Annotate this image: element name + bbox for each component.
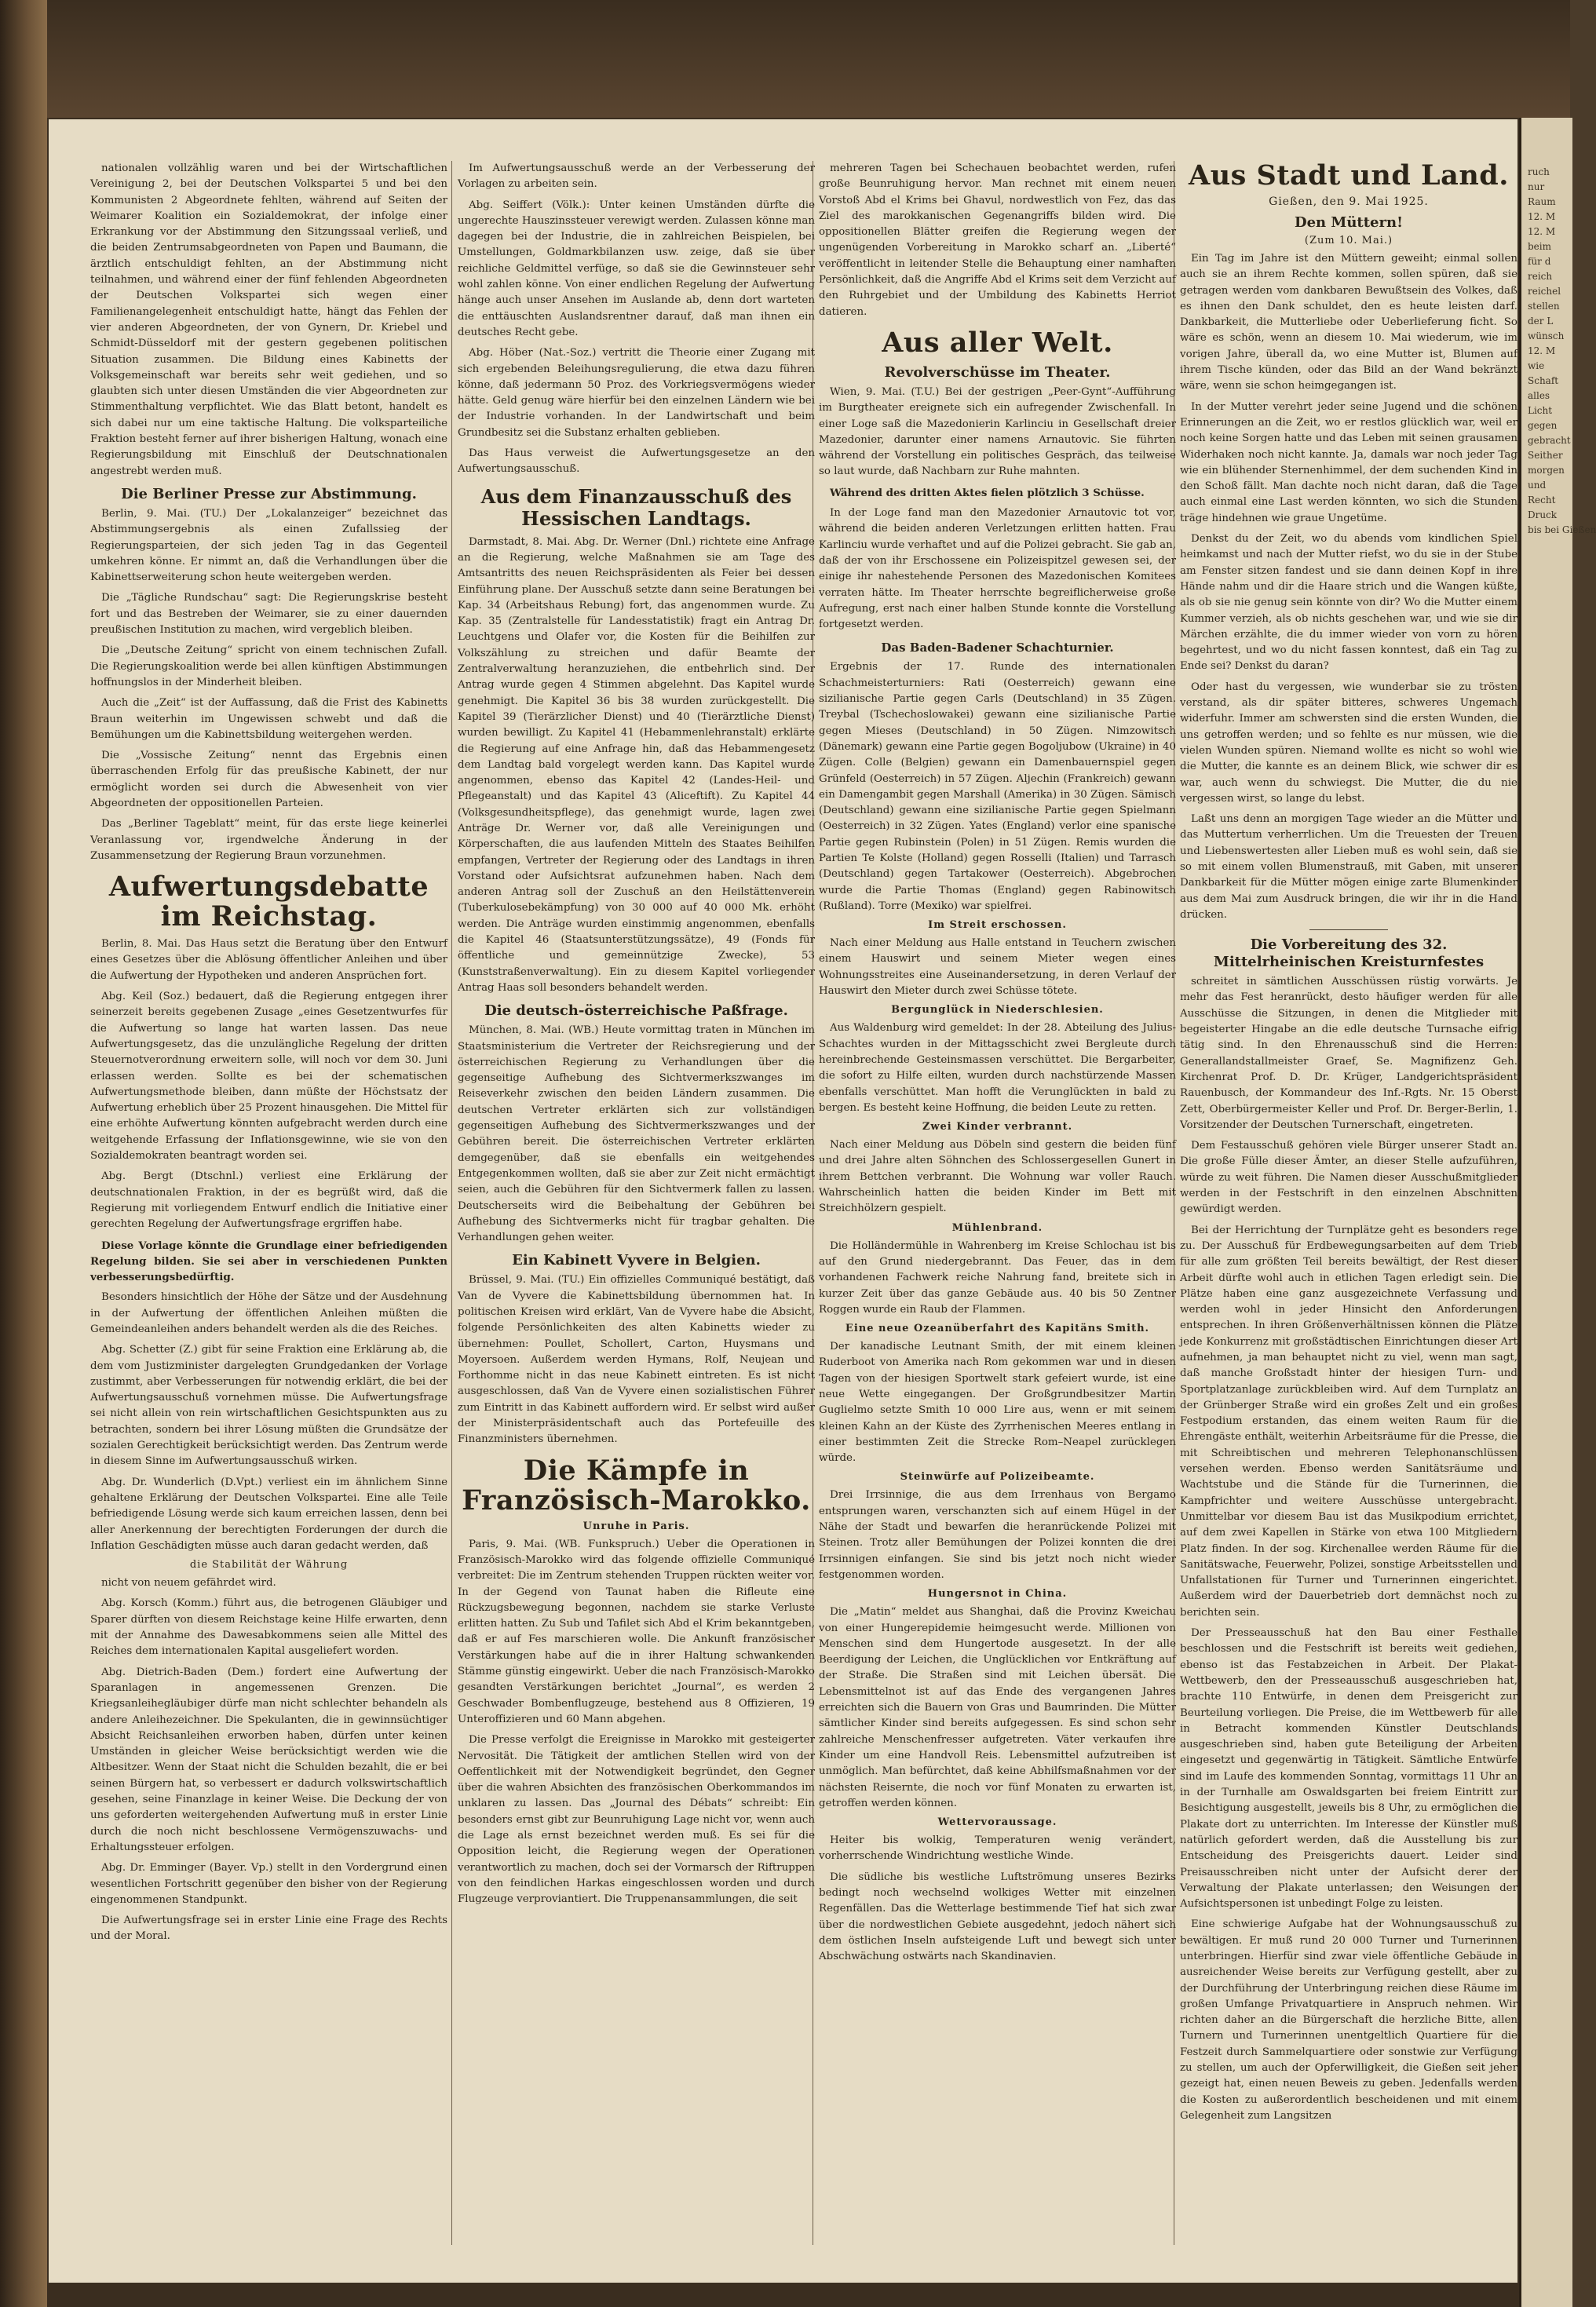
subheading-wetter: Wettervoraussage. (937, 1816, 1057, 1829)
article-text: Oder hast du vergessen, wie wunderbar sie zu trösten verstand, als dir später bitteres, schweres Ungemach widerfuhr. Immer am schwersten sind die ersten Wunden, die uns getroffen werden; und so fehlte es nur müssen, wie die vielen Wunden spüren. Niemand wollte es nicht so wohl wie die Mutter, die kannte es an deinem Blick, wie schwer dir es war, auch wenn du schwiegst. Die Mutter, die du nie vergessen wirst, so lange du lebst. (1180, 681, 1517, 805)
subheading-ozeanfahrt: Eine neue Ozeanüberfahrt des Kapitäns Smith. (845, 1323, 1150, 1335)
article-text: nicht von neuem gefährdet wird. (101, 1577, 276, 1590)
article-text: Auch die „Zeit“ ist der Auffassung, daß die Frist des Kabinetts Braun weiterhin im Ungewissen schwebt und daß die Bemühungen um die Kabinettsbildung weitergehen werden. (90, 697, 447, 741)
article-text: Paris, 9. Mai. (WB. Funkspruch.) Ueber die Operationen in Französisch-Marokko wird das folgende offizielle Communiqué verbreitet: Die im Zentrum stehenden Truppen rückten weiter vor. In der Gegend von Taunat haben die Rifleute eine Rückzugsbewegung begonnen, nachdem sie starke Verluste erlitten hatten. Zu Sub und Tafilet sich Abd el Krim bekanntgeben, daß er auf Fes marschieren wolle. Die Ankunft französischer Verstärkungen habe auf die in ihrer Haltung schwankenden Stämme günstig eingewirkt. Ueber die nach Französisch-Marokko gesandten Verstärkungen berichtet „Journal“, es werden 2 Geschwader Bombenflugzeuge, bestehend aus 8 Offizieren, 19 Unteroffizieren und 60 Mann abgehen. (458, 1538, 815, 1725)
subheading-steinwuerfe: Steinwürfe auf Polizeibeamte. (900, 1471, 1095, 1484)
article-text: Eine schwierige Aufgabe hat der Wohnungsausschuß zu bewältigen. Er muß rund 20 000 Turner und Turnerinnen unterbringen. Hierfür sind zwar viele öffentliche Gebäude in ausreichender Weise bereits zur Verfügung gestellt, aber zu der Durchführung der Unterbringung reichen diese Räume im großen Umfange Privatquartiere in Anspruch nehmen. Wir richten daher an die Bürgerschaft die herzliche Bitte, allen Turnern und Turnerinnen unentgeltlich Quartiere für die Festzeit durch Sammelquartiere oder sonstwie zur Verfügung zu stellen, um auch der Opferwilligkeit, die Gießen seit jeher gezeigt hat, einen neuen Beweis zu geben. Jedenfalls werden die Kosten zu außerordentlich bescheidenen und mit einem Gelegenheit zum Langsitzen (1180, 1918, 1517, 2122)
headline-finanzausschuss: Aus dem Finanzausschuß des Hessischen Landtags. (480, 484, 792, 530)
article-text: Bei der Herrichtung der Turnplätze geht es besonders rege zu. Der Ausschuß für Erdbewegungsarbeiten auf dem Trieb für alle zum größten Teil bereits bewältigt, der Rest dieser Arbeit dürfte wohl auch in etlichen Tagen erledigt sein. Die Plätze haben eine ganz ausgezeichnete Verfassung und werden wohl in jeder Hinsicht den Anforderungen entsprechen. In ihren Größenverhältnissen können die Plätze jede Konkurrenz mit großstädtischen Einrichtungen dieser Art aufnehmen, ja man behauptet nicht zu viel, wenn man sagt, daß manche Großstadt hinter der hiesigen Turn- und Sportplatzanlage zurückbleiben wird. Auf dem Turnplatz an der Grünberger Straße wird ein großes Zelt und ein großes Festpodium erstanden, das einem weiten Raum für die Ehrengäste enthält, weiterhin Arbeitsräume für die Presse, die mit Schreibtischen und mehreren Telephonanschlüssen versehen werden. Ebenso werden Sanitätsräume und Wachtstube und die Stände für die Turnerinnen, die Kampfrichter und weitere Ausschüsse untergebracht. Unmittelbar vor diesem Bau ist das Musikpodium errichtet, auf dem zwei Kapellen in Stärke von etwa 100 Mitgliedern Platz finden. In der sog. Kirchenallee werden Räume für die Sanitätswache, Feuerwehr, Polizei, sonstige Arbeitsstellen und Unfallstationen für Turner und Turnerinnen eingerichtet. Außerdem wird der Dauerbetrieb dort demnächst noch zu berichten sein. (1180, 1224, 1517, 1619)
subheading-muehlenbrand: Mühlenbrand. (951, 1221, 1043, 1234)
headline-marokko: Die Kämpfe in Französisch-Marokko. (462, 1454, 811, 1517)
headline-den-muettern: Den Müttern! (1295, 214, 1403, 231)
article-text: Ergebnis der 17. Runde des internationalen Schachmeisterturniers: Rati (Oesterreich) gewann eine sizilianische Partie gegen Carls (Deutschland) in 35 Zügen. Treybal (Tschechoslowakei) gewann eine sizilianische Partie gegen Mieses (Deutschland) in 50 Zügen. Nimzowitsch (Dänemark) gewann eine Partie gegen Bogoljubow (Ukraine) in 40 Zügen. Colle (Belgien) gewann ein Damenbauernspiel gegen Grünfeld (Oesterreich) in 57 Zügen. Aljechin (Frankreich) gewann ein Damengambit gegen Marshall (Amerika) in 30 Zügen. Sämisch (Deutschland) gewann eine sizilianische Partie gegen Spielmann (Oesterreich) in 32 Zügen. Yates (England) verlor eine spanische Partie gegen Rubinstein (Polen) in 51 Zügen. Remis wurden die Partien Te Kolste (Holland) gegen Rosselli (Italien) und Tarrasch (Deutschland) gegen Tartakower (Oesterreich). Abgebrochen wurde die Partie Thomas (England) gegen Rabinowitsch (Rußland). Torre (Mexiko) war spielfrei. (819, 661, 1176, 912)
article-text: Die südliche bis westliche Luftströmung unseres Bezirks bedingt noch wechselnd wolkiges Wetter mit einzelnen Regenfällen. Das die Wetterlage bestimmende Tief hat sich zwar über die nordwestlichen Gebiete ausgedehnt, jedoch nähert sich dem östlichen Inseln aufsteigende Luft und bewegt sich unter Abschwächung ostwärts nach Skandinavien. (819, 1871, 1176, 1963)
adjacent-page-fragment: ruch nur Raum 12. M 12. M beim für d reich reichel stellen der L wünsch 12. M wie Schaft alles Licht gegen gebracht Seither morgen und Recht Druck bis bei Gießen (1528, 166, 1596, 535)
article-text: Die Presse verfolgt die Ereignisse in Marokko mit gesteigerter Nervosität. Die Tätigkeit der amtlichen Stellen wird von der Oeffentlichkeit mit der Notwendigkeit begründet, den Gegner über die wahren Absichten des französischen Oberkommandos im unklaren zu lassen. Das „Journal des Débats“ schreibt: Ein besonders ernst gibt zur Beunruhigung Lage nicht vor, wenn auch die Lage als ernst bezeichnet werden muß. Es sei für die Opposition leicht, die Regierung wegen der Operationen verantwortlich zu machen, doch sei der Vormarsch der Riftruppen von den feindlichen Harkas eingeschlossen worden und durch Flugzeuge verproviantiert. Die Truppenansammlungen, die seit (458, 1734, 815, 1906)
subheading-kinder: Zwei Kinder verbrannt. (922, 1121, 1073, 1133)
separator (1309, 929, 1388, 930)
article-text: Der Presseausschuß hat den Bau einer Festhalle beschlossen und die Festschrift ist bereits weit gediehen, ebenso ist das Festabzeichen in Arbeit. Der Plakat-Wettbewerb, den der Presseausschuß ausgeschrieben hat, brachte 110 Entwürfe, in denen dem Preisgericht zur Beurteilung vorliegen. Die Preise, die im Wettbewerb für alle in Betracht kommenden Künstler Deutschlands ausgeschrieben sind, haben gute Beteiligung der Arbeiten eingesetzt und gegenwärtig in Tätigkeit. Sämtliche Entwürfe sind im Laufe des kommenden Sonntag, vormittags 11 Uhr an in der Turnhalle am Oswaldsgarten bei freiem Eintritt zur Besichtigung ausgestellt, jeweils bis 8 Uhr, zu ermöglichen die Plakate dort zu unterrichten. Im Interesse der Künstler muß natürlich gefordert werden, daß die Ausstellung bis zur Entscheidung des Preisgerichts dauert. Leider sind Preisausschreiben nicht unter der Aufsicht derer der Verwaltung der Plakate unterlassen; den Weisungen der Aufsichtspersonen ist unbedingt Folge zu leisten. (1180, 1627, 1517, 1911)
article-text: Laßt uns denn an morgigen Tage wieder an die Mütter und das Muttertum verherrlichen. Um die Treuesten der Treuen und Liebenswertesten aller Lieben muß es wohl sein, daß sie so mit einem vollen Blumenstrauß, mit Gaben, mit unserer Dankbarkeit für die Mütter mögen einige zarte Blumenkinder aus dem Mai zum Ausdruck bringen, die wir ihr in die Hand drücken. (1180, 813, 1517, 921)
headline-aus-aller-welt: Aus aller Welt. (882, 326, 1113, 359)
subheading-unruhe-paris: Unruhe in Paris. (583, 1520, 690, 1532)
article-text: Dem Festausschuß gehören viele Bürger unserer Stadt an. Die große Fülle dieser Ämter, an dieser Stelle aufzuführen, würde zu weit führen. Die Namen dieser Ausschußmitglieder werden in der Festschrift in den einzelnen Abschnitten gewürdigt werden. (1180, 1140, 1517, 1216)
adjacent-page-edge (1519, 118, 1596, 2307)
article-text: München, 8. Mai. (WB.) Heute vormittag traten in München im Staatsministerium die Vertreter der Reichsregierung und der österreichischen Regierung zu Verhandlungen über die gegenseitige Aufhebung des Sichtvermerkszwanges im Reiseverkehr zwischen den beiden Ländern zusammen. Die deutschen Vertreter erklärten sich zur vollständigen gegenseitigen Aufhebung des Sichtvermerkszwanges und der Gebühren bereit. Die österreichischen Vertreter erklärten demgegenüber, daß sie ebenfalls ein weitgehendes Entgegenkommen wollten, daß sie aber zur Zeit nicht ermächtigt seien, auch die Gebühren für den Sichtvermerk fallen zu lassen. Deutscherseits wird die Beibehaltung der Gebühren bei Aufhebung des Sichtvermerks nicht für tragbar gehalten. Die Verhandlungen gehen weiter. (458, 1024, 815, 1244)
article-text: Wien, 9. Mai. (T.U.) Bei der gestrigen „Peer-Gynt“-Aufführung im Burgtheater ereignete sich ein aufregender Zwischenfall. In einer Loge saß die Mazedonierin Karlinciu in Gesellschaft dreier Mazedonier, darunter einer namens Arnautovic. Sie führten während der Vorstellung ein politisches Gespräch, das teilweise so laut wurde, daß Nachbarn zur Ruhe mahnten. (819, 385, 1176, 478)
article-text: Im Aufwertungsausschuß werde an der Verbesserung der Vorlagen zu arbeiten sein. (458, 162, 815, 191)
article-text: Brüssel, 9. Mai. (TU.) Ein offizielles Communiqué bestätigt, daß Van de Vyvere die Kabinettsbildung übernommen hat. In politischen Kreisen wird erklärt, Van de Vyvere habe die Absicht, folgende Persönlichkeiten des alten Kabinetts wieder zu übernehmen: Poullet, Schollert, Carton, Huysmans und Moyersoen. Außerdem werden Hymans, Rolf, Neujean und Forthomme nicht in das neue Kabinett eintreten. Es ist nicht ausgeschlossen, daß Van de Vyvere einen sozialistischen Führer zum Eintritt in das Kabinett auffordern wird. Er selbst wird außer der Ministerpräsidentschaft auch das Portefeuille des Finanzministers übernehmen. (458, 1274, 815, 1446)
article-text: Abg. Keil (Soz.) bedauert, daß die Regierung entgegen ihrer seinerzeit bereits gegebenen Zusage „eines Gesetzentwurfes für die Aufwertung so lange hat warten lassen. Das neue Aufwertungsgesetz, das die unzulängliche Regelung der dritten Steuernotverordnung erweitern solle, will noch vor dem 30. Juni erlassen werden. Sollte es bei der schematischen Aufwertungsmethode bleiben, dann müßte der Höchstsatz der Aufwertung erheblich über 25 Prozent hinausgehen. Die Mittel für eine erhöhte Aufwertung könnten aufgebracht werden durch eine weitgehende Erfassung der Inflationsgewinne, wie sie von den Sozialdemokraten beantragt worden sei. (90, 991, 447, 1163)
subheading-hungersnot: Hungersnot in China. (927, 1588, 1068, 1601)
article-text: schreitet in sämtlichen Ausschüssen rüstig vorwärts. Je mehr das Fest heranrückt, desto häufiger werden für alle Ausschüsse die Sitzungen, in denen die Mitglieder mit begeisterter Hingabe an die edle deutsche Turnsache eifrig tätig sind. In den Ehrenausschuß sind die Herren: Generallandstallmeister Graef, Se. Magnifizenz Geh. Kirchenrat Prof. D. Dr. Krüger, Landgerichtspräsident Rauenbusch, der Kommandeur des Inf.-Rgts. Nr. 15 Oberst Zett, Oberbürgermeister Keller und Prof. Dr. Berger-Berlin, 1. Vorsitzender der Deutschen Turnerschaft, eingetreten. (1180, 976, 1517, 1131)
headline-passfrage: Die deutsch-österreichische Paßfrage. (484, 1002, 788, 1020)
article-text: In der Loge fand man den Mazedonier Arnautovic tot vor, während die beiden anderen Verletzungen erlitten hatten. Frau Karlinciu wurde verhaftet und auf die Polizei gebracht. Sie gab an, daß der von ihr Erschossene ein Polizeispitzel gewesen sei, der einige ihr nahestehende Personen des Mazedonischen Komitees verraten hätte. Im Theater herrschte begreiflicherweise große Aufregung, erst nach einer halben Stunde konnte die Vorstellung fortgesetzt werden. (819, 507, 1176, 631)
article-text: Heiter bis wolkig, Temperaturen wenig verändert, vorherrschende Windrichtung westliche Winde. (819, 1834, 1176, 1863)
headline-aufwertungsdebatte: Aufwertungsdebatte im Reichstag. (108, 871, 429, 933)
headline-kabinett-belgien: Ein Kabinett Vyvere in Belgien. (512, 1252, 761, 1269)
article-text: Abg. Dr. Wunderlich (D.Vpt.) verliest ein im ähnlichem Sinne gehaltene Erklärung der Deutschen Volkspartei. Eine alle Teile befriedigende Lösung werde sich kaum erreichen lassen, denn bei aller Anerkennung der berechtigten Forderungen der durch die Inflation Geschädigten müsse auch daran gedacht werden, daß (90, 1476, 447, 1552)
article-text: Die „Vossische Zeitung“ nennt das Ergebnis einen überraschenden Erfolg für das preußische Kabinett, der nur ermöglicht worden sei durch die Abwesenheit von vier Abgeordneten der oppositionellen Parteien. (90, 750, 447, 809)
headline-revolverschuesse: Revolverschüsse im Theater. (884, 363, 1111, 381)
article-text: Darmstadt, 8. Mai. Abg. Dr. Werner (Dnl.) richtete eine Anfrage an die Regierung, welche Maßnahmen sie am Tage des Amtsantritts des neuen Reichspräsidenten als Feier bei dessen Einführung plane. Der Ausschuß setzte dann seine Beratungen bei Kap. 34 (Arbeitshaus Rebung) fort, das angenommen wurde. Zu Kap. 35 (Zentralstelle für Landesstatistik) fragt ein Antrag Dr. Leuchtgens und Olafer vor, die Kosten für die Beihilfen zur Volkszählung zu streichen und dafür Beamte der Zentralverwaltung heranzuziehen, die entbehrlich sind. Der Antrag wurde gegen 4 Stimmen abgelehnt. Das Kapitel wurde genehmigt. Die Kapitel 36 bis 38 wurden zurückgestellt. Die Kapitel 39 (Tierärzlicher Dienst) und 40 (Tierärztliche Dienst) wurden bewilligt. Zu Kapitel 41 (Hebammenlehranstalt) erklärte die Regierung auf eine Anfrage hin, daß das Hebammengesetz dem Landtag bald vorgelegt werden kann. Das Kapitel wurde angenommen, ebenso das Kapitel 42 (Landes-Heil- und Pflegeanstalt) und das Kapitel 43 (Aliceftift). Zu Kapitel 44 (Volksgesundheitspflege), das genehmigt wurde, lagen zwei Anträge Dr. Werner vor, daß alle Vereinigungen und Körperschaften, die aus laufenden Mitteln des Staates Beihilfen empfangen, Vertreter der Regierung oder des Landtags in ihren Vorstand oder Aufsichtsrat aufzunehmen haben. Nach dem anderen Antrag soll der Zuschuß an den Heilstättenverein (Tuberkulosebekämpfung) von 30 000 auf 40 000 Mk. erhöht werden. Die Anträge wurden einstimmig angenommen, ebenfalls die Kapitel 46 (Staatsunterstützungssätze), 49 (Fonds für öffentliche und gemeinnützige Zwecke), 53 (Kunststraßenverwaltung). Ein zu diesem Kapitel vorliegender Antrag Haas soll besonders behandelt werden. (458, 535, 815, 994)
article-text: Denkst du der Zeit, wo du abends vom kindlichen Spiel heimkamst und nach der Mutter riefst, wo du sie in der Stube am Fenster sitzen fandest und sie dann deinen Kopf in ihre Hände nahm und dir die Haare strich und die Wangen küßte, als ob sie nie genug sein könnte von dir? Wo die Mutter einem Kummer verzieh, als ob nichts geschehen war, und wie sie dir Märchen erzählte, die du immer wieder von vorn zu hören begehrtest, und wo du nicht fassen konntest, daß ein Tag zu Ende sei? Denkst du daran? (1180, 533, 1517, 673)
article-text: Diese Vorlage könnte die Grundlage einer befriedigenden Regelung bilden. Sie sei aber in verschiedenen Punkten verbesserungsbedürftig. (90, 1239, 447, 1284)
article-text: Die Holländermühle in Wahrenberg im Kreise Schlochau ist bis auf den Grund niedergebrannt. Das Feuer, das in dem vorhandenen Fachwerk reiche Nahrung fand, breitete sich in kurzer Zeit über das ganze Gebäude aus. 40 bis 50 Zentner Roggen wurde ein Raub der Flammen. (819, 1239, 1176, 1316)
book-binding (0, 0, 47, 2307)
headline-schachturnier: Das Baden-Badener Schachturnier. (881, 641, 1114, 655)
dateline: Gießen, den 9. Mai 1925. (1269, 195, 1429, 208)
article-text: Berlin, 8. Mai. Das Haus setzt die Beratung über den Entwurf eines Gesetzes über die Ablösung öffentlicher Anleihen und über die Aufwertung der Hypotheken und anderen Ansprüchen fort. (90, 938, 447, 982)
article-text: Abg. Schetter (Z.) gibt für seine Fraktion eine Erklärung ab, die dem vom Justizminister dargelegten Grundgedanken der Vorlage zustimmt, aber Verbesserungen für notwendig erklärt, die bei der Aufwertungsausschuß vornehmen müsse. Die Aufwertungsfrage sei nicht allein von rein wirtschaftlichen Gesichtspunkten aus zu betrachten, sondern bei ihrer Lösung müßten die Grundsätze der sozialen Gerechtigkeit berücksichtigt werden. Das Zentrum werde in diesem Sinne im Aufwertungsausschuß wirken. (90, 1344, 447, 1468)
article-text: Besonders hinsichtlich der Höhe der Sätze und der Ausdehnung in der Aufwertung der öffentlichen Anleihen müßten die Gemeindeanleihen anders behandelt werden als die des Reiches. (90, 1291, 447, 1335)
article-text: Abg. Seiffert (Völk.): Unter keinen Umständen dürfte die ungerechte Hauszinssteuer verewigt werden. Zulassen könne man dagegen bei der Industrie, die in zahlreichen Beispielen, bei Umstellungen, Goldmarkbilanzen usw. zeige, daß sie über reichliche Geldmittel verfüge, so daß sie die Gewinnsteuer sehr wohl zahlen könne. Von einer endlichen Regelung der Aufwertung hänge auch unser Ansehen im Auslande ab, denn dort warteten die enttäuschten Auslandsrentner darauf, daß man ihnen ein deutsches Recht gebe. (458, 199, 815, 338)
article-text: In der Mutter verehrt jeder seine Jugend und die schönen Erinnerungen an die Zeit, wo er restlos glücklich war, weil er noch keine Sorgen hatte und das Leben mit seinen grausamen Widerhaken noch nicht kannte. Ja, damals war noch jeder Tag wie ein blühender Sternenhimmel, der dem suchenden Kind in den Schoß fällt. Man dachte noch nicht daran, daß die Tage auch einmal eine Last werden könnten, wo sich die Stunden träge hindehnen wie graue Ungetüme. (1180, 400, 1517, 524)
article-text: Aus Waldenburg wird gemeldet: In der 28. Abteilung des Julius-Schachtes wurden in der Mittagsschicht zwei Bergleute durch hereinbrechende Gesteinsmassen verschüttet. Die Bergarbeiter, die sofort zu Hilfe eilten, wurden durch nachstürzende Massen ebenfalls verschüttet. Man hofft die Verunglückten in bald zu bergen. Es besteht keine Hoffnung, die beiden Leute zu retten. (819, 1022, 1176, 1114)
article-text: Ein Tag im Jahre ist den Müttern geweiht; einmal sollen auch sie an ihrem Rechte kommen, sollen spüren, daß sie getragen werden vom dankbaren Bewußtsein des Volkes, daß es ihnen den Dank schuldet, den es heute leisten darf. Dankbarkeit, die Mutterliebe oder Ueberlieferung ficht. So wäre es schön, wenn an diesem 10. Mai wiederum, wie im vorigen Jahre, überall da, wo eine Mutter ist, Blumen auf ihrem Tische künden, oder das Bild an der Wand bekränzt wäre, wenn sie schon heimgegangen ist. (1180, 253, 1517, 392)
article-text: Das Haus verweist die Aufwertungsgesetze an den Aufwertungsausschuß. (458, 447, 815, 476)
column-1 (90, 161, 447, 2253)
article-text: Nach einer Meldung aus Halle entstand in Teuchern zwischen einem Hauswirt und seinem Mieter wegen eines Wohnungsstreites eine Auseinandersetzung, in deren Verlauf der Hauswirt den Mieter durch zwei Schüsse tötete. (819, 937, 1176, 998)
subheading-streit: Im Streit erschossen. (928, 919, 1067, 932)
article-text: Die „Tägliche Rundschau“ sagt: Die Regierungskrise besteht fort und das Bestreben der Weimarer, sie zu einer dauernden preußischen Institution zu machen, wird vergeblich bleiben. (90, 592, 447, 637)
subheading-stabilitaet: die Stabilität der Währung (189, 1559, 349, 1571)
column-2 (451, 161, 815, 2253)
article-text: Die „Matin“ meldet aus Shanghai, daß die Provinz Kweichau von einer Hungerepidemie heimgesucht werde. Millionen von Menschen sind dem Hungertode ausgesetzt. In der alle Beerdigung der Leichen, die Unglücklichen vor Entkräftung auf der Straße. Die Straßen sind mit Leichen übersät. Die Lebensmittelnot ist auf das Ende des vergangenen Jahres erreichten sich die Bauern von Gras und Baumrinden. Die Mütter sämtlicher Kinder sind bereits aufgegessen. Es sind schon sehr zahlreiche Menschenfresser aufgetreten. Väter verkaufen ihre Kinder um eine Handvoll Reis. Lebensmittel aufzutreiben ist unmöglich. Man befürchtet, daß keine Abhilfsmaßnahmen vor der nächsten Reisernte, die noch vor fünf Monaten zu erwarten ist, getroffen werden können. (819, 1606, 1176, 1809)
page-top-edge (47, 0, 1570, 118)
headline-berliner-presse: Die Berliner Presse zur Abstimmung. (121, 485, 417, 502)
article-text: Abg. Korsch (Komm.) führt aus, die betrogenen Gläubiger und Sparer dürften von diesem Reichstage keine Hilfe erwarten, denn mit der Annahme des Dawesabkommens seien alle Mittel des Reiches dem internationalen Kapital ausgeliefert worden. (90, 1597, 447, 1658)
article-text: Drei Irrsinnige, die aus dem Irrenhaus von Bergamo entsprungen waren, verschanzten sich auf einem Hügel in der Nähe der Stadt und bewarfen die heranrückende Polizei mit Steinen. Trotz aller Bemühungen der Polizei konnten die drei Irrsinnigen einfangen. Sie sind bis jetzt noch nicht wieder festgenommen worden. (819, 1489, 1176, 1581)
subheading-bergunglueck: Bergunglück in Niederschlesien. (891, 1004, 1104, 1017)
article-text: nationalen vollzählig waren und bei der Wirtschaftlichen Vereinigung 2, bei der Deutschen Volkspartei 5 und bei den Kommunisten 2 Abgeordnete fehlten, während auf Seiten der Weimarer Koalition ein Sozialdemokrat, der infolge einer Erkrankung vor der Abstimmung den Sitzungssaal verließ, und die beiden Zentrumsabgeordneten von Papen und Baumann, die ärztlich entschuldigt fehlten, an der Abstimmung nicht teilnahmen, und während einer der fünf fehlenden Abgeordneten der Deutschen Volkspartei sich wegen einer Familienangelegenheit entschuldigt hatte, hängt das Fehlen der vier anderen Abgeordneten, der von Gynern, Dr. Kriebel und Schmidt-Düsseldorf mit der gestern gegebenen politischen Situation zusammen. Die Bildung eines Kabinetts der Volksgemeinschaft war bereits sehr weit gediehen, und so glaubten sich unter diesen Umständen die vier Abgeordneten zur Stimmenthaltung verpflichtet. Wie das Blatt betont, handelt es sich dabei nur um eine taktische Haltung. Die volksparteiliche Fraktion besteht ferner auf ihrer bisherigen Haltung, wonach eine Regierungsbildung mit Einschluß der Deutschnationalen angestrebt werden muß. (90, 162, 447, 477)
article-text: Abg. Höber (Nat.-Soz.) vertritt die Theorie einer Zugang mit sich ergebenden Beleihungsregulierung, die etwa dazu führen könne, daß jedermann 50 Proz. des Vorkriegsvermögens wieder hätte. Geld genug wäre hierfür bei den einzelnen Ländern wie bei der Industrie vorhanden. In der Landwirtschaft und beim Grundbesitz sei die Substanz erhalten geblieben. (458, 347, 815, 439)
article-text: Abg. Bergt (Dtschnl.) verliest eine Erklärung der deutschnationalen Fraktion, in der es begrüßt wird, daß die Regierung mit vorliegendem Entwurf endlich die Initiative einer gerechten Regelung der Aufwertungsfrage ergriffen habe. (90, 1170, 447, 1231)
article-text: Die Aufwertungsfrage sei in erster Linie eine Frage des Rechts und der Moral. (90, 1915, 447, 1943)
article-text: Die „Deutsche Zeitung“ spricht von einem technischen Zufall. Die Regierungskoalition werde bei allen künftigen Abstimmungen hoffnungslos in der Minderheit bleiben. (90, 644, 447, 688)
subheading-zum-10-mai: (Zum 10. Mai.) (1304, 235, 1393, 246)
headline-stadt-und-land: Aus Stadt und Land. (1189, 159, 1509, 192)
article-text: Abg. Dr. Emminger (Bayer. Vp.) stellt in den Vordergrund einen wesentlichen Fortschritt gegenüber den bisher von der Regierung eingenommenen Standpunkt. (90, 1862, 447, 1906)
column-3 (813, 161, 1176, 2253)
article-text: Das „Berliner Tageblatt“ meint, für das erste liege keinerlei Veranlassung vor, irgendwelche Änderung in der Zusammensetzung der Regierung Braun vorzunehmen. (90, 818, 447, 862)
article-text: mehreren Tagen bei Schechauen beobachtet werden, rufen große Beunruhigung hervor. Man rechnet mit einem neuen Vorstoß Abd el Krims bei Ghavul, nordwestlich von Fez, das das Ziel des marokkanischen Gegenangriffs bilden wird. Die oppositionellen Blätter greifen die Regierung wegen der ungenügenden Vorbereitung in Marokko scharf an. „Liberté“ veröffentlicht in leitender Stelle die Behauptung einer namhaften Persönlichkeit, daß die Angriffe Abd el Krims seit dem Verzicht auf den Ruhrgebiet und der Umbildung des Kabinetts Herriot datieren. (819, 162, 1176, 318)
column-4 (1174, 161, 1517, 2253)
article-text: Während des dritten Aktes fielen plötzlich 3 Schüsse. (830, 486, 1145, 499)
newspaper-page (47, 118, 1519, 2284)
headline-kreisturnfest: Die Vorbereitung des 32. Mittelrheinischen Kreisturnfestes (1213, 936, 1485, 971)
article-text: Nach einer Meldung aus Döbeln sind gestern die beiden fünf und drei Jahre alten Söhnchen des Schlossergesellen Gunert in ihrem Bettchen verbrannt. Die Wohnung war voller Rauch. Wahrscheinlich hatten die beiden Kinder im Bett mit Streichhölzern gespielt. (819, 1139, 1176, 1215)
article-text: Abg. Dietrich-Baden (Dem.) fordert eine Aufwertung der Sparanlagen in angemessenen Grenzen. Die Kriegsanleihegläubiger dürfe man nicht schlechter behandeln als andere Anleihezeichner. Die Spekulanten, die in gewinnsüchtiger Absicht Reichsanleihen erworben haben, dürfen unter keinen Umständen in gleicher Weise berücksichtigt werden wie die Altbesitzer. Wenn der Staat nicht die Schulden bezahlt, die er bei seinen Bürgern hat, so verbessert er dadurch volkswirtschaftlich gesehen, seine Finanzlage in keiner Weise. Die Deckung der von uns geforderten weitergehenden Aufwertung muß in erster Linie durch die noch nicht beschlossene Vermögenszuwachs- und Erhaltungssteuer erfolgen. (90, 1666, 447, 1853)
article-text: Berlin, 9. Mai. (TU.) Der „Lokalanzeiger“ bezeichnet das Abstimmungsergebnis als einen Zufallssieg der Regierungsparteien, der sich jeden Tag in das Gegenteil umkehren könne. Er nimmt an, daß die Verhandlungen über die Kabinettserweiterung schon heute weitergeben werden. (90, 507, 447, 584)
page-bottom-edge (47, 2284, 1519, 2307)
article-text: Der kanadische Leutnant Smith, der mit einem kleinen Ruderboot von Amerika nach Rom gekommen war und in diesen Tagen von der hiesigen Sportwelt stark gefeiert wurde, ist eine neue Wette eingegangen. Der Großgrundbesitzer Martin Guglielmo setzte Smith 10 000 Lire aus, wenn er mit seinem kleinen Kahn an der Küste des Zyrrhenischen Meeres entlang in einer bestimmten Zeit die Strecke Rom–Neapel zurücklegen würde. (819, 1341, 1176, 1465)
